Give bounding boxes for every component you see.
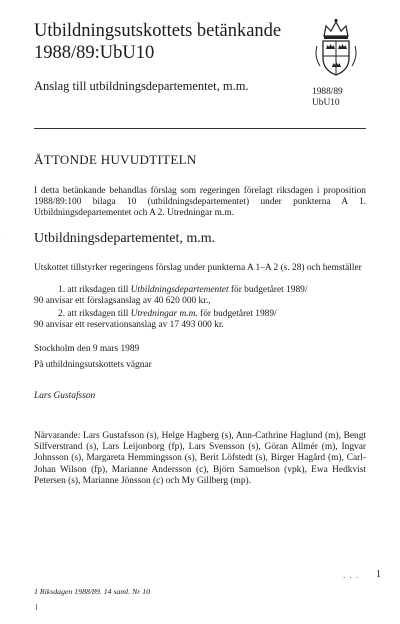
title-line-2: 1988/89:UbU10 <box>34 43 155 63</box>
side-ref-session: 1988/89 <box>312 87 343 97</box>
section-heading: ÅTTONDE HUVUDTITELN <box>34 152 197 167</box>
attendees-paragraph: Närvarande: Lars Gustafsson (s), Helge Hagberg (s), Ann-Cathrine Haglund (m), Bengt Silfverstrand (s), Lars Leijonborg (fp), Lars Svensson (s), Göran Allmér (m), Ingvar Johnsson (s), Margareta Hemmingsson (s), Berit Löfstedt (s), Birger Hagård (m), Carl-Johan Wilson (fp), Marianne Andersson (c), Björn Samuelson (vpk), Ewa Hedkvist Petersen (s), Marianne Jönsson (c) och My Gillberg (mp). <box>34 431 366 486</box>
item-1-first-line <box>58 285 366 296</box>
item-2-second-line: 90 anvisar ett reservationsanslag av 17 493 000 kr. <box>34 320 224 330</box>
header-divider <box>34 128 366 129</box>
item-1-rest: för budgetåret 1989/ <box>228 285 308 295</box>
item-2-appropriation: Utredningar m.m. <box>130 309 198 319</box>
document-subtitle: Anslag till utbildningsdepartementet, m.m. <box>34 79 249 93</box>
leader-dots: . . . <box>343 570 360 580</box>
item-1-lead: 1. att riksdagen till <box>58 285 131 295</box>
document-title <box>34 20 304 64</box>
page-number: 1 <box>376 569 381 580</box>
recommendation-paragraph: Utskottet tillstyrker regeringens förslag under punkterna A 1–A 2 (s. 28) och hemställer <box>34 263 362 273</box>
on-behalf-line: På utbildningsutskottets vägnar <box>34 360 152 370</box>
swedish-coat-of-arms-icon <box>312 16 360 80</box>
footer-tick-mark <box>36 604 37 610</box>
item-1-appropriation: Utbildningsdepartementet <box>130 285 229 295</box>
date-line: Stockholm den 9 mars 1989 <box>34 344 140 354</box>
title-line-1: Utbildningsutskottets betänkande <box>34 21 282 41</box>
margin-mark: · <box>4 237 6 243</box>
item-2-first-line <box>58 309 366 320</box>
item-2-lead: 2. att riksdagen till <box>58 309 131 319</box>
item-2-rest: för budgetåret 1989/ <box>197 309 277 319</box>
side-reference <box>312 87 343 109</box>
side-ref-report: UbU10 <box>312 98 340 109</box>
intro-paragraph: I detta betänkande behandlas förslag som regeringen förelagt riksdagen i proposition 1988/89:100 bilaga 10 (utbildningsdepartementet) under punkterna A 1. Utbildningsdepartementet och A 2. Utredningar m.m. <box>34 186 366 219</box>
footer-reference: 1 Riksdagen 1988/89. 14 saml. Nr 10 <box>34 587 151 596</box>
department-heading: Utbildningsdepartementet, m.m. <box>34 231 216 246</box>
signatory-name: Lars Gustafsson <box>34 391 96 401</box>
item-1-second-line: 90 anvisar ett förslagsanslag av 40 620 000 kr., <box>34 296 211 306</box>
